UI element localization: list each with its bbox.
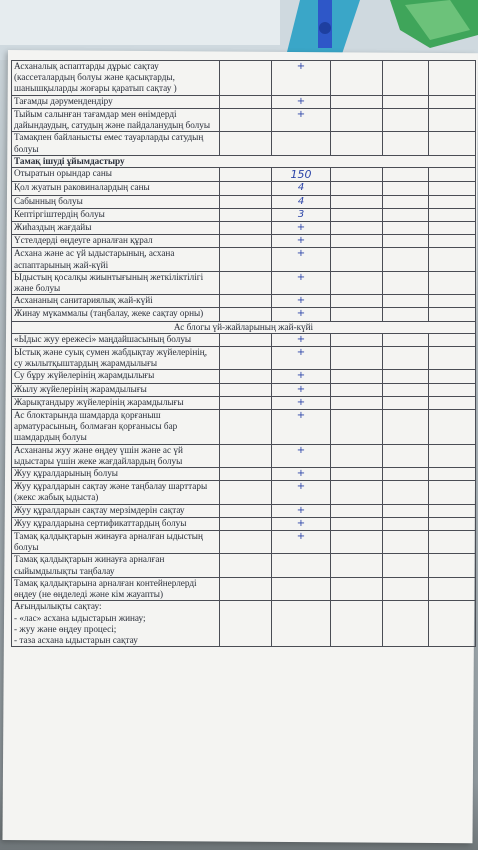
- empty-cell: [331, 271, 383, 294]
- table-row: [12, 132, 476, 155]
- table-row: [12, 444, 476, 467]
- checklist-item: Ас блоктарында шамдарда қорғаныш арматурасының, болмаған қорғанысы бар шамдардың болуы: [12, 409, 220, 444]
- empty-cell: [383, 95, 429, 108]
- checklist-item: Ыдыстың қосалқы жиынтығының жеткіліктілігі және болуы: [12, 271, 220, 294]
- empty-cell: [383, 295, 429, 308]
- handwritten-mark: 150: [290, 167, 312, 181]
- table-row: [12, 517, 476, 530]
- checklist-item: Асханалық аспаптарды дұрыс сақтау (кассеталардың болуы және қасықтарды, шанышқыларды жоғары қаратып сақтау ): [12, 61, 220, 96]
- handwritten-mark: +: [296, 333, 306, 345]
- table-row: [12, 155, 476, 167]
- table-row: [12, 531, 476, 554]
- table-row: [12, 221, 476, 234]
- checklist-item: Асхананың санитариялық жай-күйі: [12, 295, 220, 308]
- mark-cell: [272, 383, 331, 396]
- empty-cell: [429, 481, 476, 504]
- mark-cell: [272, 504, 331, 517]
- empty-cell: [383, 208, 429, 221]
- empty-cell: [220, 132, 272, 155]
- empty-cell: [429, 346, 476, 369]
- mark-cell: [272, 468, 331, 481]
- checklist-item: Жуу құралдарын сақтау мерзімдерін сақтау: [12, 504, 220, 517]
- empty-cell: [220, 248, 272, 271]
- empty-cell: [383, 409, 429, 444]
- empty-cell: [220, 481, 272, 504]
- empty-cell: [429, 61, 476, 96]
- mark-cell: [272, 444, 331, 467]
- empty-cell: [331, 221, 383, 234]
- handwritten-mark: +: [296, 221, 306, 233]
- mark-cell: [272, 554, 331, 577]
- mark-cell: [272, 409, 331, 444]
- mark-cell: [272, 208, 331, 221]
- handwritten-mark: +: [296, 504, 306, 516]
- checklist-item: Тамақпен байланысты емес тауарларды сатудың болуы: [12, 132, 220, 155]
- empty-cell: [429, 531, 476, 554]
- section-title: Ас блогы үй-жайларының жай-күйі: [12, 321, 476, 333]
- checklist-item: Жуу құралдарының болуы: [12, 468, 220, 481]
- empty-cell: [429, 108, 476, 131]
- empty-cell: [331, 132, 383, 155]
- handwritten-mark: +: [296, 517, 306, 529]
- checklist-item: Кептіргіштердің болуы: [12, 208, 220, 221]
- empty-cell: [331, 235, 383, 248]
- table-row: [12, 321, 476, 333]
- empty-cell: [220, 517, 272, 530]
- empty-cell: [383, 108, 429, 131]
- checklist-item: Тамақ қалдықтарына арналған контейнерлерді өңдеу (не өңделеді және кім жауапты): [12, 577, 220, 600]
- handwritten-mark: +: [296, 95, 306, 107]
- checklist-item: Тамақ қалдықтарын жинауға арналған ыдыстың болуы: [12, 531, 220, 554]
- checklist-item: Асхана және ас үй ыдыстарының, асхана аспаптарының жай-күйі: [12, 248, 220, 271]
- checklist-item: Қол жуатын раковиналардың саны: [12, 182, 220, 195]
- empty-cell: [331, 396, 383, 409]
- handwritten-mark: +: [296, 235, 306, 247]
- checklist-item: Жуу құралдарын сақтау және таңбалау шарттары (жекс жабық ыдыста): [12, 481, 220, 504]
- handwritten-mark: +: [296, 308, 306, 320]
- table-row: [12, 248, 476, 271]
- checklist-item: Жинау мүкаммалы (таңбалау, жеке сақтау орны): [12, 308, 220, 321]
- empty-cell: [429, 308, 476, 321]
- checklist-item: Жылу жүйелерінің жарамдылығы: [12, 383, 220, 396]
- section-header: Тамақ ішуді ұйымдастыру: [12, 155, 476, 167]
- empty-cell: [429, 167, 476, 181]
- table-row: [12, 195, 476, 208]
- table-row: [12, 409, 476, 444]
- handwritten-mark: +: [296, 295, 306, 307]
- mark-cell: [272, 195, 331, 208]
- checklist-item: Жиһаздың жағдайы: [12, 221, 220, 234]
- empty-cell: [220, 295, 272, 308]
- empty-cell: [331, 195, 383, 208]
- table-row: [12, 295, 476, 308]
- empty-cell: [331, 208, 383, 221]
- empty-cell: [383, 517, 429, 530]
- table-row: [12, 370, 476, 383]
- empty-cell: [220, 221, 272, 234]
- empty-cell: [429, 554, 476, 577]
- empty-cell: [429, 504, 476, 517]
- mark-cell: [272, 346, 331, 369]
- mark-cell: [272, 182, 331, 195]
- mark-cell: [272, 235, 331, 248]
- handwritten-mark: +: [296, 346, 306, 358]
- empty-cell: [331, 504, 383, 517]
- empty-cell: [220, 396, 272, 409]
- empty-cell: [383, 481, 429, 504]
- empty-cell: [383, 333, 429, 346]
- table-row: [12, 396, 476, 409]
- empty-cell: [383, 195, 429, 208]
- mark-cell: [272, 481, 331, 504]
- checklist-item: Жарықтандыру жүйелерінің жарамдылығы: [12, 396, 220, 409]
- empty-cell: [220, 444, 272, 467]
- empty-cell: [331, 370, 383, 383]
- table-row: [12, 235, 476, 248]
- empty-cell: [429, 182, 476, 195]
- empty-cell: [331, 295, 383, 308]
- empty-cell: [220, 554, 272, 577]
- handwritten-mark: +: [296, 531, 306, 543]
- table-row: [12, 504, 476, 517]
- table-row: [12, 182, 476, 195]
- checklist-item: «Ыдыс жуу ережесі» маңдайшасының болуы: [12, 333, 220, 346]
- empty-cell: [331, 468, 383, 481]
- empty-cell: [383, 396, 429, 409]
- empty-cell: [383, 468, 429, 481]
- empty-cell: [383, 531, 429, 554]
- empty-cell: [220, 577, 272, 600]
- empty-cell: [220, 182, 272, 195]
- empty-cell: [383, 370, 429, 383]
- empty-cell: [331, 182, 383, 195]
- empty-cell: [429, 221, 476, 234]
- empty-cell: [331, 577, 383, 600]
- empty-cell: [220, 333, 272, 346]
- checklist-table: [11, 60, 476, 647]
- checklist-item: Ағындылықты сақтау: - «лас» асхана ыдыстарын жинау; - жуу және өңдеу процесі; - таза асхана ыдыстарын сақтау: [12, 601, 220, 647]
- empty-cell: [220, 383, 272, 396]
- handwritten-mark: +: [296, 248, 306, 260]
- empty-cell: [331, 61, 383, 96]
- handwritten-mark: +: [296, 396, 306, 408]
- mark-cell: [272, 167, 331, 181]
- empty-cell: [383, 504, 429, 517]
- empty-cell: [331, 248, 383, 271]
- empty-cell: [383, 182, 429, 195]
- table-row: [12, 308, 476, 321]
- handwritten-mark: +: [296, 481, 306, 493]
- handwritten-mark: 3: [297, 208, 305, 220]
- empty-cell: [331, 601, 383, 647]
- table-row: [12, 271, 476, 294]
- empty-cell: [429, 409, 476, 444]
- empty-cell: [383, 61, 429, 96]
- checklist-item: Су бұру жүйелерінің жарамдылығы: [12, 370, 220, 383]
- empty-cell: [383, 235, 429, 248]
- checklist-item: Ыстық және суық сумен жабдықтау жүйелерінің, су жылытқыштардың жарамдылығы: [12, 346, 220, 369]
- mark-cell: [272, 396, 331, 409]
- checklist-item: Тағамды дәрумендендіру: [12, 95, 220, 108]
- empty-cell: [429, 271, 476, 294]
- empty-cell: [383, 383, 429, 396]
- empty-cell: [383, 271, 429, 294]
- handwritten-mark: +: [296, 61, 306, 72]
- handwritten-mark: 4: [297, 195, 305, 207]
- handwritten-mark: +: [296, 409, 306, 421]
- checklist-item: Тыйым салынған тағамдар мен өнімдерді дайындаудың, сатудың және пайдаланудың болуы: [12, 108, 220, 131]
- empty-cell: [331, 95, 383, 108]
- handwritten-mark: 4: [297, 182, 305, 194]
- empty-cell: [429, 333, 476, 346]
- empty-cell: [429, 444, 476, 467]
- mark-cell: [272, 370, 331, 383]
- mark-cell: [272, 531, 331, 554]
- empty-cell: [220, 235, 272, 248]
- checklist-item: Асхананы жуу және өңдеу үшін және ас үй ыдыстары үшін жеке жағдайлардың болуы: [12, 444, 220, 467]
- empty-cell: [429, 208, 476, 221]
- table-row: [12, 61, 476, 96]
- mark-cell: [272, 577, 331, 600]
- empty-cell: [331, 383, 383, 396]
- empty-cell: [331, 444, 383, 467]
- table-row: [12, 383, 476, 396]
- empty-cell: [383, 308, 429, 321]
- empty-cell: [331, 531, 383, 554]
- empty-cell: [331, 108, 383, 131]
- empty-cell: [429, 577, 476, 600]
- checklist-item: Үстелдерді өңдеуге арналған құрал: [12, 235, 220, 248]
- empty-cell: [429, 195, 476, 208]
- mark-cell: [272, 271, 331, 294]
- empty-cell: [331, 554, 383, 577]
- empty-cell: [383, 601, 429, 647]
- empty-cell: [383, 444, 429, 467]
- table-row: [12, 346, 476, 369]
- table-row: [12, 481, 476, 504]
- table-row: [12, 577, 476, 600]
- mark-cell: [272, 295, 331, 308]
- empty-cell: [331, 167, 383, 181]
- empty-cell: [220, 167, 272, 181]
- empty-cell: [383, 577, 429, 600]
- checklist-item: Отыратын орындар саны: [12, 167, 220, 181]
- empty-cell: [220, 308, 272, 321]
- empty-cell: [220, 409, 272, 444]
- mark-cell: [272, 308, 331, 321]
- handwritten-mark: +: [296, 108, 306, 120]
- empty-cell: [331, 308, 383, 321]
- handwritten-mark: +: [296, 468, 306, 480]
- mark-cell: [272, 333, 331, 346]
- empty-cell: [220, 271, 272, 294]
- mark-cell: [272, 132, 331, 155]
- table-row: [12, 95, 476, 108]
- handwritten-mark: +: [296, 444, 306, 456]
- empty-cell: [331, 333, 383, 346]
- mark-cell: [272, 108, 331, 131]
- mark-cell: [272, 221, 331, 234]
- empty-cell: [429, 132, 476, 155]
- handwritten-mark: +: [296, 370, 306, 382]
- empty-cell: [220, 531, 272, 554]
- empty-cell: [383, 167, 429, 181]
- empty-cell: [383, 132, 429, 155]
- checklist-item: Тамақ қалдықтарын жинауға арналған сыйымдылықты таңбалау: [12, 554, 220, 577]
- empty-cell: [383, 248, 429, 271]
- empty-cell: [220, 108, 272, 131]
- empty-cell: [220, 370, 272, 383]
- handwritten-mark: +: [296, 271, 306, 283]
- mark-cell: [272, 517, 331, 530]
- checklist-item: Жуу құралдарына сертификаттардың болуы: [12, 517, 220, 530]
- empty-cell: [429, 517, 476, 530]
- table-row: [12, 208, 476, 221]
- empty-cell: [429, 95, 476, 108]
- table-row: [12, 333, 476, 346]
- empty-cell: [331, 409, 383, 444]
- handwritten-mark: +: [296, 383, 306, 395]
- empty-cell: [383, 221, 429, 234]
- mark-cell: [272, 248, 331, 271]
- empty-cell: [429, 370, 476, 383]
- empty-cell: [331, 346, 383, 369]
- mark-cell: [272, 61, 331, 96]
- checklist-item: Сабынның болуы: [12, 195, 220, 208]
- empty-cell: [220, 61, 272, 96]
- empty-cell: [429, 601, 476, 647]
- empty-cell: [429, 468, 476, 481]
- empty-cell: [383, 346, 429, 369]
- table-row: [12, 167, 476, 181]
- empty-cell: [220, 195, 272, 208]
- empty-cell: [429, 295, 476, 308]
- empty-cell: [220, 95, 272, 108]
- mark-cell: [272, 601, 331, 647]
- empty-cell: [429, 248, 476, 271]
- empty-cell: [429, 383, 476, 396]
- empty-cell: [220, 601, 272, 647]
- table-row: [12, 554, 476, 577]
- empty-cell: [220, 504, 272, 517]
- empty-cell: [429, 396, 476, 409]
- empty-cell: [383, 554, 429, 577]
- empty-cell: [429, 235, 476, 248]
- table-row: [12, 601, 476, 647]
- mark-cell: [272, 95, 331, 108]
- empty-cell: [220, 468, 272, 481]
- table-row: [12, 468, 476, 481]
- empty-cell: [220, 346, 272, 369]
- table-row: [12, 108, 476, 131]
- empty-cell: [331, 517, 383, 530]
- empty-cell: [220, 208, 272, 221]
- empty-cell: [331, 481, 383, 504]
